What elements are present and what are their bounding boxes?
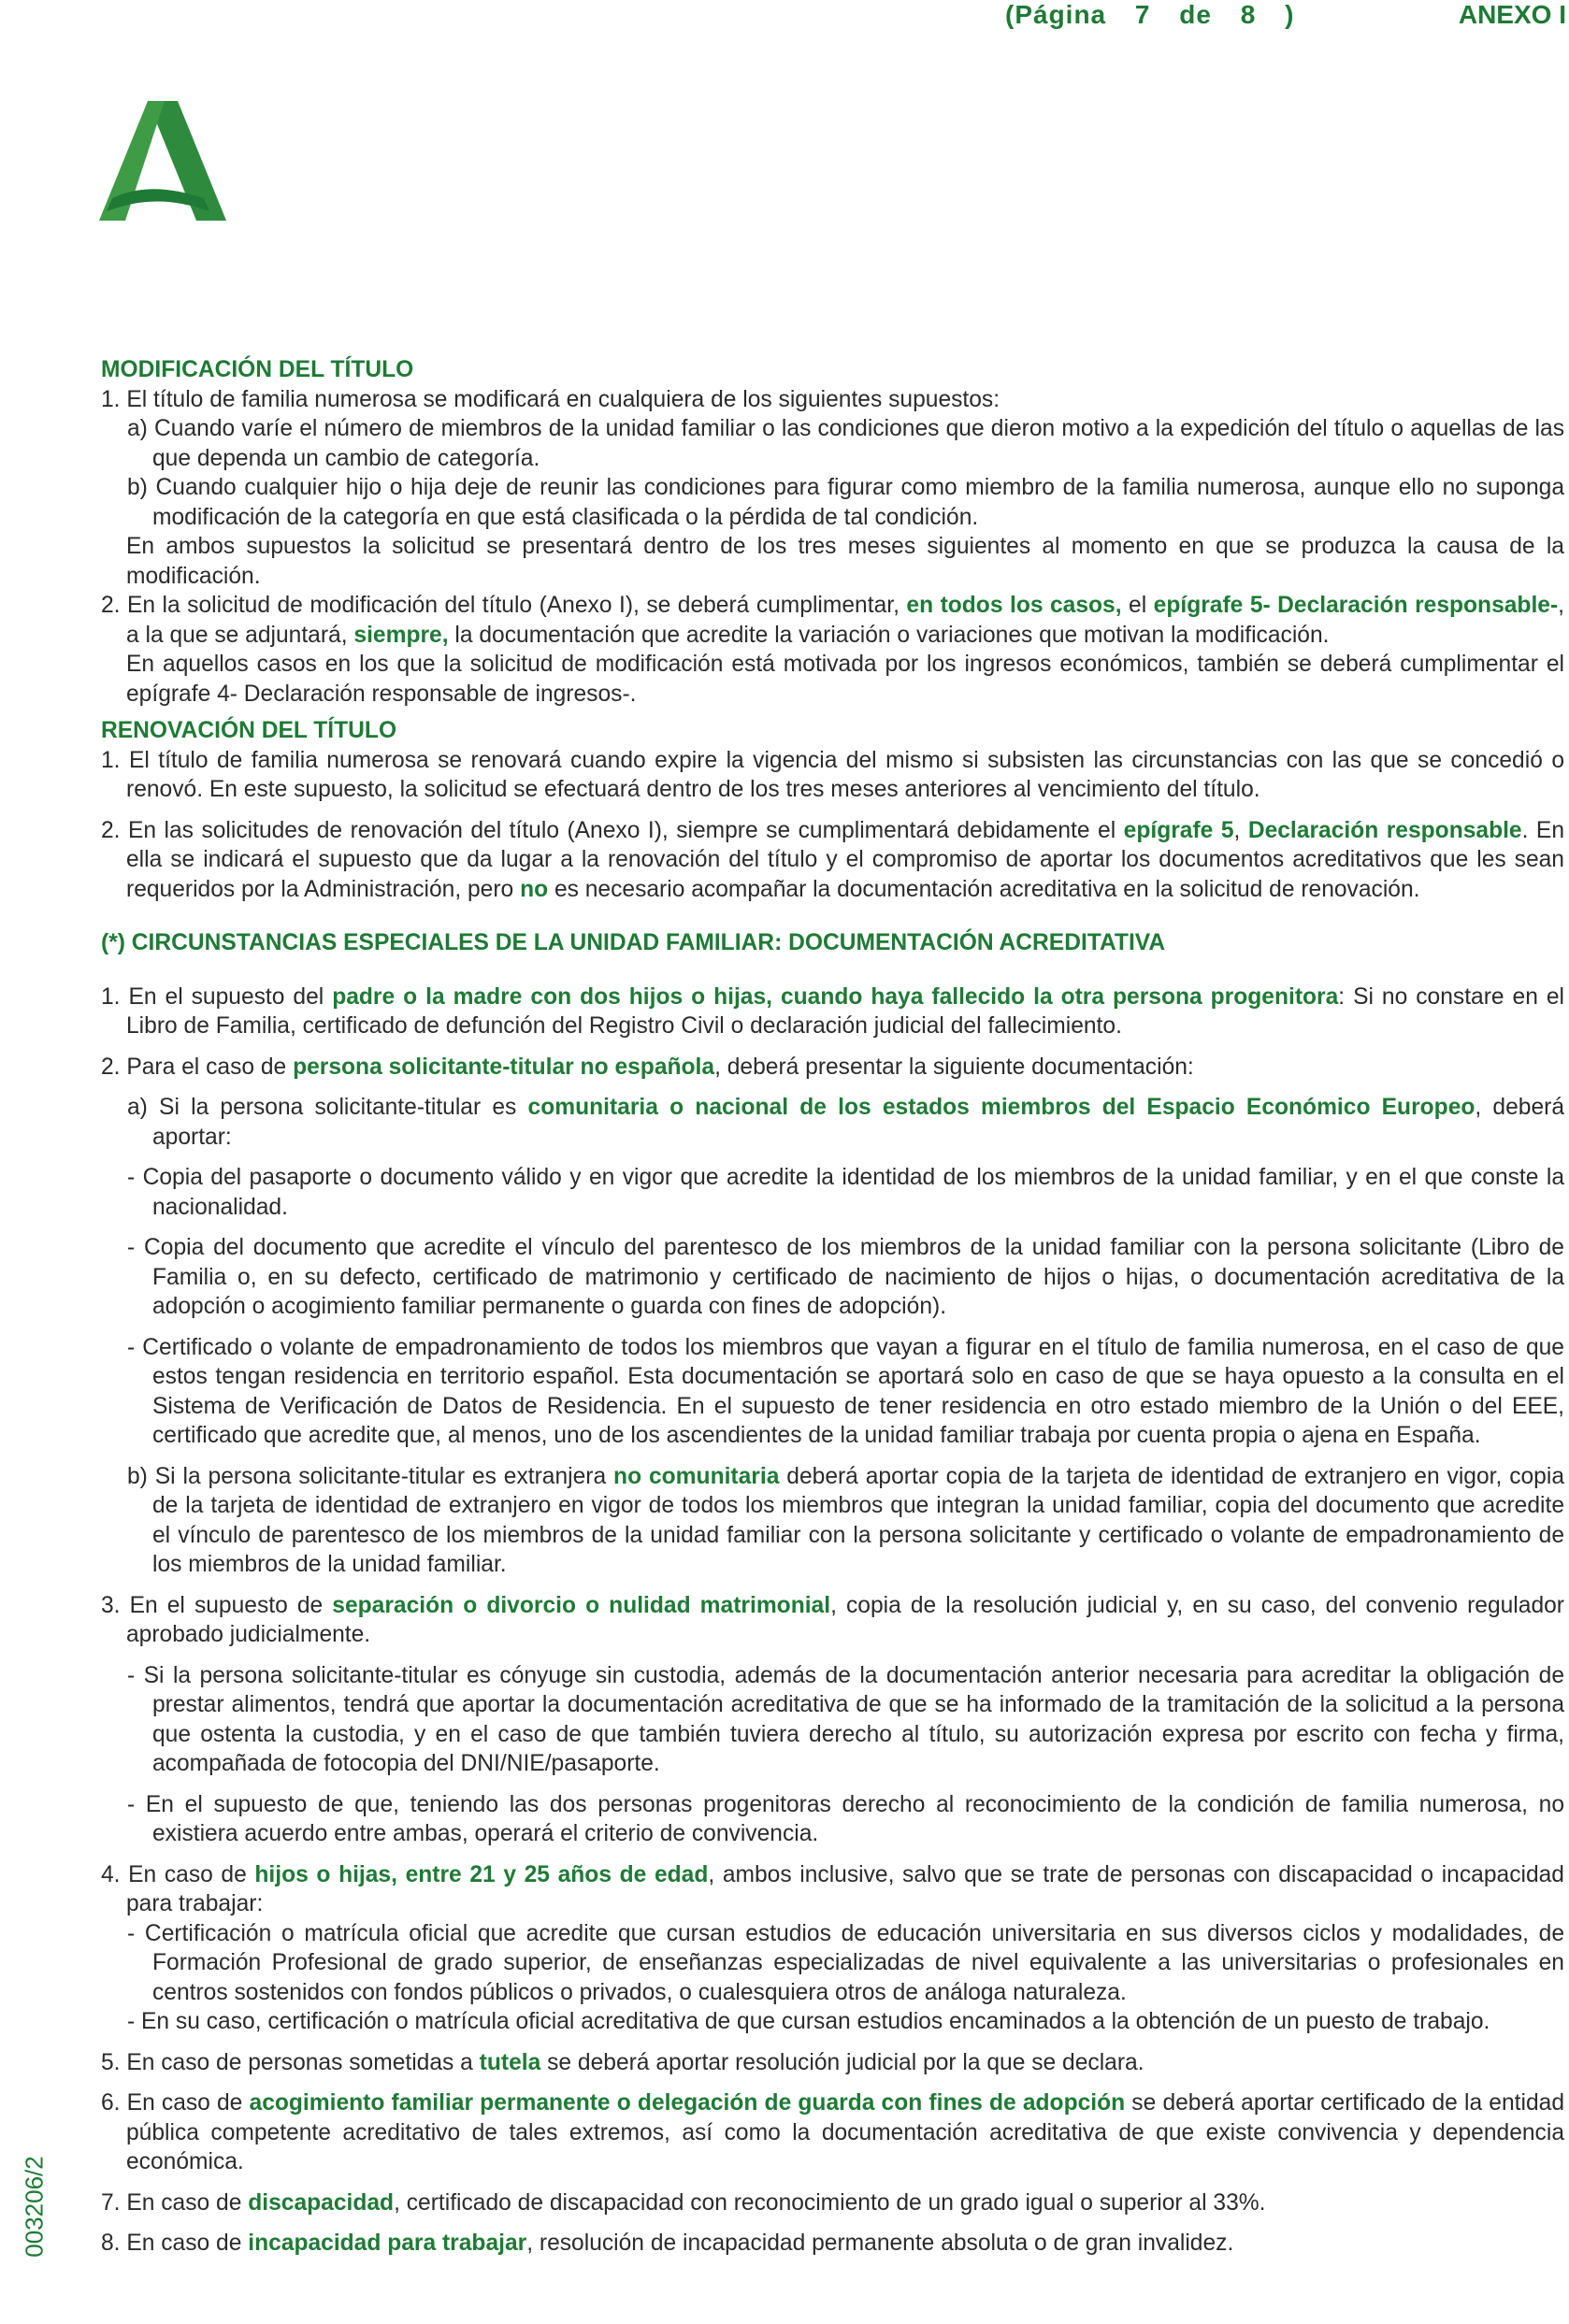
page-total: 8 [1240,0,1257,29]
page-of: de [1179,0,1212,29]
modificacion-point-2: 2. En la solicitud de modificación del título (Anexo I), se deberá cumplimentar, en todos los casos, el epígrafe 5- Declaración responsable-, a la que se adjuntará, siempre, la documentación que acredite la variación o variaciones que motivan la modificación. [101,593,1564,648]
circunstancia-item-2a: a) Si la persona solicitante-titular es comunitaria o nacional de los estados miembros del Espacio Económico Europeo, deberá aportar: [127,1095,1565,1150]
junta-andalucia-logo-icon [99,101,226,221]
circunstancia-item-4-doc-1: - Certificación o matrícula oficial que acredite que cursan estudios de educación universitaria en sus diversos ciclos y modalidades, de Formación Profesional de grado superior, de enseñanzas especializadas de nivel equivalente a las universitarias o profesionales en centros sostenidos con fondos públicos o privados, o cualesquiera otros de análoga naturaleza. [127,1920,1564,2005]
document-code: 003206/2 [20,2156,49,2258]
modificacion-ambos: En ambos supuestos la solicitud se presentará dentro de los tres meses siguientes al momento en que se produzca la causa de la modificación. [126,534,1564,589]
modificacion-extra: En aquellos casos en los que la solicitud de modificación está motivada por los ingresos económicos, también se deberá cumplimentar el epígrafe 4- Declaración responsable de ingresos-. [126,652,1564,707]
circunstancia-item-3-doc-1: - Si la persona solicitante-titular es cónyuge sin custodia, además de la documentación anterior necesaria para acreditar la obligación de prestar alimentos, tendrá que aportar la documentación acreditativa de que se ha informado de la tramitación de la solicitud a la persona que ostenta la custodia, y en el caso de que también tuviera derecho al título, su autorización expresa por escrito con fecha y firma, acompañada de fotocopia del DNI/NIE/pasaporte. [127,1662,1564,1776]
modificacion-point-1b: b) Cuando cualquier hijo o hija deje de reunir las condiciones para figurar como miembro de la familia numerosa, aunque ello no suponga modificación de la categoría en que está clasificada o la pérdida de tal condición. [127,475,1564,530]
circunstancia-item-8: 8. En caso de incapacidad para trabajar, resolución de incapacidad permanente absoluta o de gran invalidez. [101,2231,1234,2256]
page-close: ) [1285,0,1295,29]
circunstancia-item-6: 6. En caso de acogimiento familiar permanente o delegación de guarda con fines de adopción se deberá aportar certificado de la entidad pública competente acreditativo de tales extremos, así como la documentación acreditativa de que existe convivencia y dependencia económica. [101,2090,1564,2174]
circunstancia-item-3: 3. En el supuesto de separación o divorcio o nulidad matrimonial, copia de la resolución judicial y, en su caso, del convenio regulador aprobado judicialmente. [101,1592,1564,1647]
circunstancia-item-1: 1. En el supuesto del padre o la madre con dos hijos o hijas, cuando haya fallecido la otra persona progenitora: Si no constare en el Libro de Familia, certificado de defunción del Registro Civil o declaración judicial del fallecimiento. [101,983,1565,1039]
circunstancia-item-4: 4. En caso de hijos o hijas, entre 21 y 25 años de edad, ambos inclusive, salvo que se trate de personas con discapacidad o incapacidad para trabajar: [101,1861,1564,1916]
circunstancia-item-4-doc-2: - En su caso, certificación o matrícula oficial acreditativa de que cursan estudios encaminados a la obtención de un puesto de trabajo. [127,2009,1490,2034]
renovacion-point-2: 2. En las solicitudes de renovación del título (Anexo I), siempre se cumplimentará debidamente el epígrafe 5, Declaración responsable. En ella se indicará el supuesto que da lugar a la renovación del título y el compromiso de aportar los documentos acreditativos que les sean requeridos por la Administración, pero no es necesario acompañar la documentación acreditativa en la solicitud de renovación. [101,817,1564,902]
modificacion-point-1a: a) Cuando varíe el número de miembros de la unidad familiar o las condiciones que dieron motivo a la expedición del título o aquellas de las que dependa un cambio de categoría. [127,416,1564,471]
page-indicator [1005,0,1294,30]
circunstancia-item-2a-doc-1: - Copia del pasaporte o documento válido y en vigor que acredite la identidad de los miembros de la unidad familiar, y en el que conste la nacionalidad. [127,1165,1564,1220]
section-heading-circunstancias: (*) CIRCUNSTANCIAS ESPECIALES DE LA UNIDAD FAMILIAR: DOCUMENTACIÓN ACREDITATIVA [101,930,1166,955]
circunstancia-item-2: 2. Para el caso de persona solicitante-titular no española, deberá presentar la siguiente documentación: [101,1054,1194,1080]
circunstancia-item-2b: b) Si la persona solicitante-titular es extranjera no comunitaria deberá aportar copia de la tarjeta de identidad de extranjero en vigor, copia de la tarjeta de identidad de extranjero en vigor de todos los miembros que integran la unidad familiar, copia del documento que acredite el vínculo de parentesco de los miembros de la unidad familiar con la persona solicitante y certificado o volante de empadronamiento de los miembros de la unidad familiar. [127,1463,1564,1577]
section-heading-renovacion: RENOVACIÓN DEL TÍTULO [101,718,397,743]
page-number: 7 [1134,0,1151,29]
circunstancia-item-2a-doc-2: - Copia del documento que acredite el vínculo del parentesco de los miembros de la unidad familiar con la persona solicitante (Libro de Familia o, en su defecto, certificado de matrimonio y certificado de nacimiento de hijos o hijas, o documentación acreditativa de la adopción o acogimiento familiar permanente o guarda con fines de adopción). [127,1235,1564,1319]
annex-label: ANEXO I [1458,0,1566,29]
circunstancia-item-2a-doc-3: - Certificado o volante de empadronamiento de todos los miembros que vayan a figurar en el título de familia numerosa, en el caso de que estos tengan residencia en territorio español. Esta documentación se aportará solo en caso de que se haya opuesto a la consulta en el Sistema de Verificación de Datos de Residencia. En el supuesto de tener residencia en otro estado miembro de la Unión o del EEE, certificado que acredite que, al menos, uno de los ascendientes de la unidad familiar trabaja por cuenta propia o ajena en España. [127,1334,1564,1448]
circunstancia-item-3-doc-2: - En el supuesto de que, teniendo las dos personas progenitoras derecho al reconocimiento de la condición de familia numerosa, no existiera acuerdo entre ambas, operará el criterio de convivencia. [127,1791,1564,1846]
section-heading-modificacion: MODIFICACIÓN DEL TÍTULO [101,357,414,382]
renovacion-point-1: 1. El título de familia numerosa se renovará cuando expire la vigencia del mismo si subsisten las circunstancias con las que se concedió o renovó. En este supuesto, la solicitud se efectuará dentro de los tres meses anteriores al vencimiento del título. [101,747,1564,802]
document-body [101,355,1564,2259]
modificacion-point-1: 1. El título de familia numerosa se modificará en cualquiera de los siguientes supuestos: [101,386,1000,412]
circunstancia-item-7: 7. En caso de discapacidad, certificado de discapacidad con reconocimiento de un grado igual o superior al 33%. [101,2189,1266,2216]
page-label: (Página [1005,0,1107,29]
circunstancia-item-5: 5. En caso de personas sometidas a tutela se deberá aportar resolución judicial por la que se declara. [101,2049,1144,2075]
